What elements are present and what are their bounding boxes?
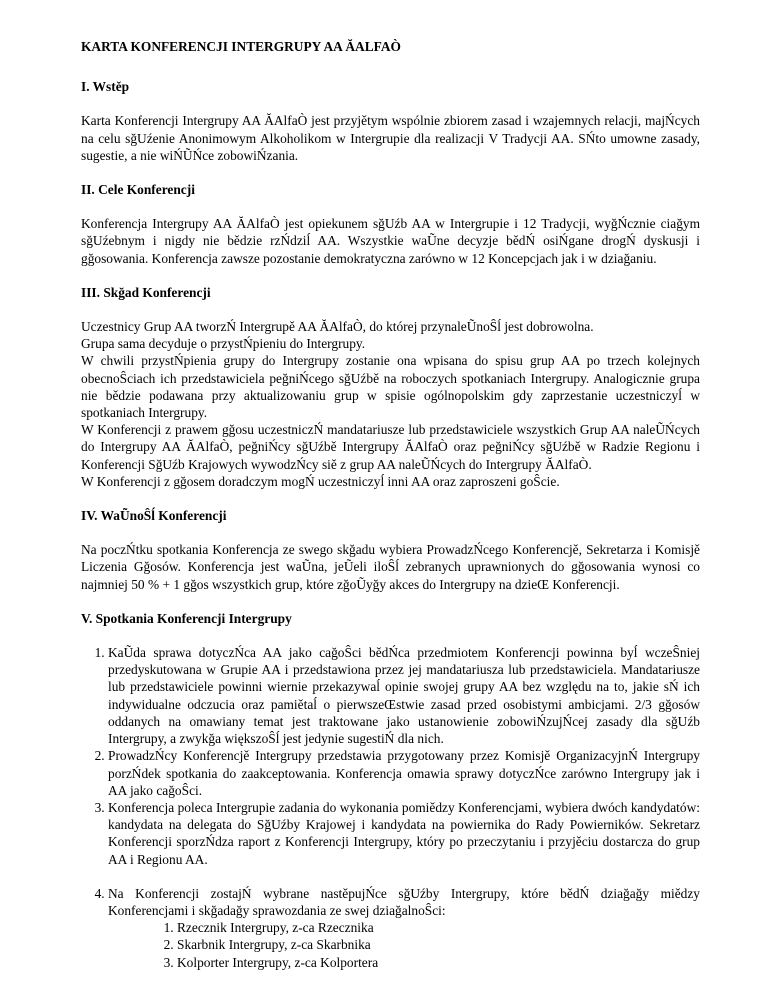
list-item: 1. KaŨda sprawa dotyczŃca AA jako cağoŜci bědŃca przedmiotem Konferencji powinna byĺ wczeŜniej przedyskutowana w Grupie AA i przedstawiona przez jej mandatariusza lub przedstawiciela. Mandatariusze lub przedstawiciele powinni wiernie przekazywaĺ opinie swojej grupy AA bez względu na to, jakie sŃ ich indywidualne odczucia oraz pamiětaĺ o pierwszeŒstwie zasad przed osobistymi ambicjami. 2/3 gğosów oddanych na omawiany temat jest traktowane jako ustanowienie zobowiŃzujŃcej zasady dla sğUźb Intergrupy, a zwykğa większoŜĺ jest jedynie sugestiŃ dla nich. (108, 644, 700, 747)
section-validity (81, 507, 700, 593)
section-introduction (81, 78, 700, 164)
services-list (108, 919, 700, 971)
sub-list-item: 3. Kolporter Intergrupy, z-ca Kolportera (177, 954, 700, 971)
section-paragraph: Konferencja Intergrupy AA ĂAlfaÒ jest opiekunem sğUźb AA w Intergrupie i 12 Tradycji, wyğŃcznie ciağym sğUźebnym i nigdy nie bědzie rzŃdziĺ AA. Wszystkie waŨne decyzje bědŃ osiŃgane drogŃ dyskusji i gğosowania. Konferencja zawsze pozostanie demokratyczna zarówno w 12 Koncepcjach jak i w dziağaniu. (81, 216, 700, 266)
section-meetings (81, 610, 700, 971)
section-paragraph: W Konferencji z gğosem doradczym mogŃ uczestniczyĺ inni AA oraz zaproszeni goŜcie. (81, 473, 560, 489)
section-paragraph: W chwili przystŃpienia grupy do Intergrupy zostanie ona wpisana do spisu grup AA po trzech kolejnych obecnoŜciach ich przedstawiciela peğniŃcego sğUźbě na roboczych spotkaniach Intergrupy. Analogicznie grupa nie bědzie podawana przy aktualizowaniu grup w spisie ogólnopolskim gdy zaprzestanie uczestniczyĺ w spotkaniach Intergrupy. (81, 353, 700, 421)
section-paragraph: W Konferencji z prawem gğosu uczestniczŃ mandatariusze lub przedstawiciele wszystkich Grup AA naleŨŃcych do Intergrupy AA ĂAlfaÒ, peğniŃcy sğUźbě Intergrupy ĂAlfaÒ oraz peğniŃcy sğUźbě w Radzie Regionu i Konferencji SğUźb Krajowych wywodzŃcy siě z grup AA naleŨŃcych do Intergrupy ĂAlfaÒ. (81, 422, 700, 472)
list-item: 3. Konferencja poleca Intergrupie zadania do wykonania pomiědzy Konferencjami, wybiera dwóch kandydatów: kandydata na delegata do SğUźby Krajowej i kandydata na powiernika do Rady Powierników. Sekretarz Konferencji sporzŃdza raport z Konferencji Intergrupy, który po przeczytaniu i przyjěciu dostarcza do grup AA i Regionu AA. (108, 799, 700, 868)
section-heading: IV. WaŨnoŜĺ Konferencji (81, 508, 227, 524)
section-paragraph: Karta Konferencji Intergrupy AA ĂAlfaÒ jest przyjětym wspólnie zbiorem zasad i wzajemnych relacji, majŃcych na celu sğUźenie Anonimowym Alkoholikom w Intergrupie dla realizacji V Tradycji AA. SŃto umowne zasady, sugestie, a nie wiŃŨŃce zobowiŃzania. (81, 113, 700, 163)
document-title: KARTA KONFERENCJI INTERGRUPY AA ĂALFAÒ (81, 39, 401, 54)
section-heading: II. Cele Konferencji (81, 182, 195, 198)
section-paragraph: Uczestnicy Grup AA tworzŃ Intergrupě AA ĂAlfaÒ, do której przynaleŨnoŜĺ jest dobrowolna. (81, 319, 594, 335)
section-goals (81, 181, 700, 267)
section-composition (81, 284, 700, 490)
section-paragraph: Grupa sama decyduje o przystŃpieniu do Intergrupy. (81, 336, 366, 352)
sub-list-item: 2. Skarbnik Intergrupy, z-ca Skarbnika (177, 936, 700, 953)
section-paragraph: Na poczŃtku spotkania Konferencja ze swego skğadu wybiera ProwadzŃcego Konferencjě, Sekretarza i Komisjě Liczenia Gğosów. Konferencja jest waŨna, jeŨeli iloŜĺ zebranych uprawnionych do gğosowania wynosi co najmniej 50 % + 1 gğos wszystkich grup, które zğoŨyğy akces do Intergrupy na dzieŒ Konferencji. (81, 542, 700, 592)
section-heading: III. Skğad Konferencji (81, 284, 211, 300)
section-heading: V. Spotkania Konferencji Intergrupy (81, 610, 292, 626)
list-item: 2. ProwadzŃcy Konferencjě Intergrupy przedstawia przygotowany przez Komisjě OrganizacyjnŃ Intergrupy porzŃdek spotkania do zaakceptowania. Konferencja omawia sprawy dotyczŃce zarówno Intergrupy jak i AA jako cağoŜci. (108, 747, 700, 799)
list-item-text: 4. Na Konferencji zostajŃ wybrane nastěpujŃce sğUźby Intergrupy, które bědŃ dziağağy miědzy Konferencjami i skğadağy sprawozdania ze swej dziağalnoŜci: (108, 885, 700, 918)
section-heading: I. Wstěp (81, 79, 130, 95)
meetings-list (81, 644, 700, 971)
sub-list-item: 1. Rzecznik Intergrupy, z-ca Rzecznika (177, 919, 700, 936)
list-item (108, 885, 700, 971)
